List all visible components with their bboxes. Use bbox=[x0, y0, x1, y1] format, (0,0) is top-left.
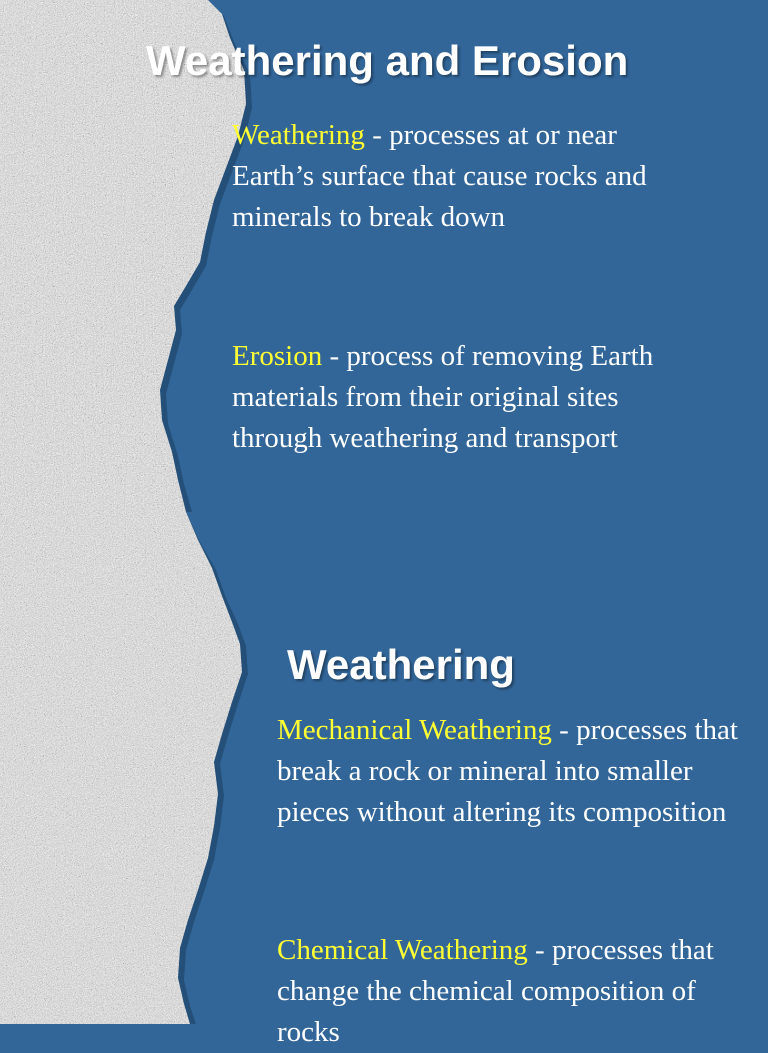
definition-weathering-text: - processes at or near Earth’s surface that cause rocks and minerals to break down bbox=[232, 119, 647, 233]
definition-mechanical-weathering-text: - processes that break a rock or mineral into smaller pieces without altering its composition bbox=[277, 714, 738, 828]
definition-weathering bbox=[232, 115, 662, 238]
term-chemical-weathering: Chemical Weathering bbox=[277, 934, 528, 966]
slide-title: Weathering and Erosion bbox=[146, 37, 629, 84]
term-weathering: Weathering bbox=[232, 119, 365, 151]
definition-erosion bbox=[232, 336, 662, 459]
definition-chemical-weathering bbox=[277, 930, 747, 1053]
term-mechanical-weathering: Mechanical Weathering bbox=[277, 714, 552, 746]
slide-title: Weathering bbox=[287, 641, 515, 688]
term-erosion: Erosion bbox=[232, 340, 323, 372]
slide-weathering bbox=[0, 512, 768, 1048]
slide-weathering-and-erosion bbox=[0, 0, 768, 512]
definition-chemical-weathering-text: - processes that change the chemical composition of rocks bbox=[277, 934, 714, 1048]
definition-erosion-text: - process of removing Earth materials from their original sites through weathering and transport bbox=[232, 340, 654, 454]
granite-rock-edge-decoration bbox=[0, 512, 260, 1024]
definition-mechanical-weathering bbox=[277, 710, 747, 833]
